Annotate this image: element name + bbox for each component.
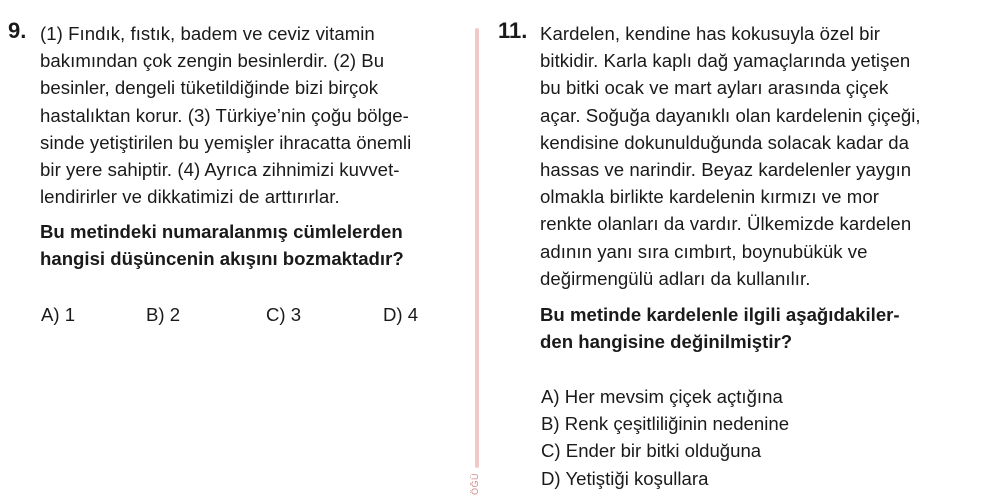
answer-options [541, 383, 789, 492]
question-number: 11. [498, 18, 528, 43]
question-prompt [540, 301, 900, 355]
text-line: açar. Soğuğa dayanıklı olan kardelenin çiçeği, [540, 104, 921, 126]
text-line: Kardelen, kendine has kokusuyla özel bir [540, 23, 880, 44]
text-line: bu bitki ocak ve mart ayları arasında çiçek [540, 77, 889, 99]
text-line: renkte olanları da vardır. Ülkemizde kardelen [540, 213, 912, 235]
option-b[interactable]: B) Renk çeşitliliğinin nedenine [541, 413, 790, 435]
text-line: olmakla birlikte kardelenin kırmızı ve mor [540, 186, 879, 208]
question-text [540, 20, 980, 292]
option-b[interactable]: B) 2 [146, 304, 181, 325]
prompt-line: den hangisine değinilmiştir? [540, 331, 793, 353]
prompt-line: Bu metinde kardelenle ilgili aşağıdakiler- [540, 304, 900, 325]
text-line: bakımından çok zengin besinlerdir. (2) Bu [40, 50, 385, 72]
option-c[interactable]: C) 3 [266, 304, 302, 325]
text-line: değirmengülü adları da kullanılır. [540, 267, 811, 289]
text-line: sinde yetiştirilen bu yemişler ihracatta önemli [40, 131, 412, 153]
text-line: hastalıktan korur. (3) Türkiye’nin çoğu bölge- [40, 104, 409, 126]
question-prompt [40, 218, 404, 272]
option-a[interactable]: A) 1 [41, 304, 76, 325]
answer-options [0, 304, 470, 330]
text-line: kendisine dokunulduğunda solacak kadar da [540, 131, 910, 153]
text-line: hassas ve narindir. Beyaz kardelenler yaygın [540, 159, 912, 181]
text-line: besinler, dengeli tüketildiğinde bizi birçok [40, 77, 379, 99]
text-line: adının yanı sıra cımbırt, boynubükük ve [540, 240, 868, 262]
option-d[interactable]: D) 4 [383, 304, 419, 325]
text-line: (1) Fındık, fıstık, badem ve ceviz vitamin [40, 23, 375, 44]
option-d[interactable]: D) Yetiştiği koşullara [541, 467, 709, 489]
prompt-line: hangisi düşüncenin akışını bozmaktadır? [40, 248, 404, 270]
option-c[interactable]: C) Ender bir bitki olduğuna [541, 440, 762, 462]
text-line: lendirirler ve dikkatimizi de arttırırlar. [40, 186, 340, 208]
question-number: 9. [8, 18, 27, 43]
question-text [40, 20, 470, 210]
prompt-line: Bu metindeki numaralanmış cümlelerden [40, 221, 403, 242]
text-line: bir yere sahiptir. (4) Ayrıca zihnimizi kuvvet- [40, 159, 400, 181]
option-a[interactable]: A) Her mevsim çiçek açtığına [541, 386, 783, 407]
side-mark: ÖĞÜ [470, 473, 480, 496]
text-line: bitkidir. Karla kaplı dağ yamaçlarında yetişen [540, 50, 911, 72]
column-divider [475, 28, 479, 468]
